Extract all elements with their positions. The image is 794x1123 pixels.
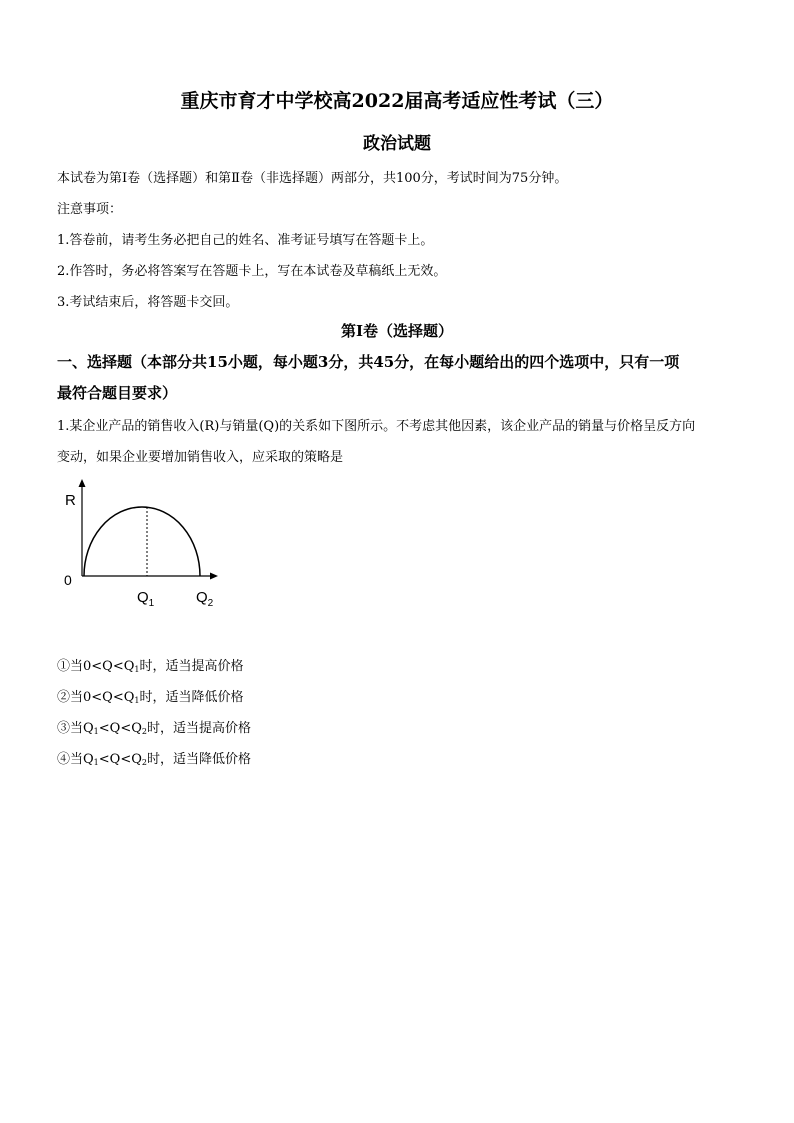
- note-item-3: 3.考试结束后，将答题卡交回。: [57, 295, 239, 310]
- q1-label: $Q_1$: [137, 589, 155, 609]
- note-item-2: 2.作答时，务必将答案写在答题卡上，写在本试卷及草稿纸上无效。: [57, 264, 447, 279]
- page-title: 重庆市育才中学校高2022届高考适应性考试（三）: [180, 90, 614, 112]
- section-heading-line-1: 一、选择题（本部分共15小题，每小题3分，共45分，在每小题给出的四个选项中，只有一项: [57, 353, 680, 371]
- r-axis-arrow: [79, 479, 86, 487]
- section-title: 第Ⅰ卷（选择题）: [340, 322, 454, 340]
- q-axis-arrow: [210, 573, 218, 580]
- option-1: ①当$0<Q<Q_1$时，适当提高价格: [57, 659, 244, 674]
- option-4: ④当$Q_1<Q<Q_2$时，适当降低价格: [57, 752, 251, 767]
- subject-title: 政治试题: [363, 134, 431, 154]
- intro-line: 本试卷为第Ⅰ卷（选择题）和第Ⅱ卷（非选择题）两部分，共100分，考试时间为75分钟。: [57, 171, 568, 186]
- origin-label: 0: [64, 572, 72, 588]
- r-axis-label: R: [65, 492, 76, 509]
- revenue-curve: [84, 507, 200, 576]
- question-stem-line-1: 1.某企业产品的销售收入(R)与销量(Q)的关系如下图所示。不考虑其他因素，该企业产品的销量与价格呈反方向: [57, 419, 696, 434]
- note-item-1: 1.答卷前，请考生务必把自己的姓名、准考证号填写在答题卡上。: [57, 233, 434, 248]
- q2-label: $Q_2$: [196, 589, 214, 609]
- option-3: ③当$Q_1<Q<Q_2$时，适当提高价格: [57, 721, 251, 736]
- section-heading-line-2: 最符合题目要求）: [57, 384, 178, 402]
- notes-title: 注意事项：: [57, 202, 123, 217]
- option-2: ②当$0<Q<Q_1$时，适当降低价格: [57, 690, 244, 705]
- revenue-quantity-graph: [55, 478, 235, 613]
- question-stem-line-2: 变动，如果企业要增加销售收入，应采取的策略是: [57, 450, 344, 465]
